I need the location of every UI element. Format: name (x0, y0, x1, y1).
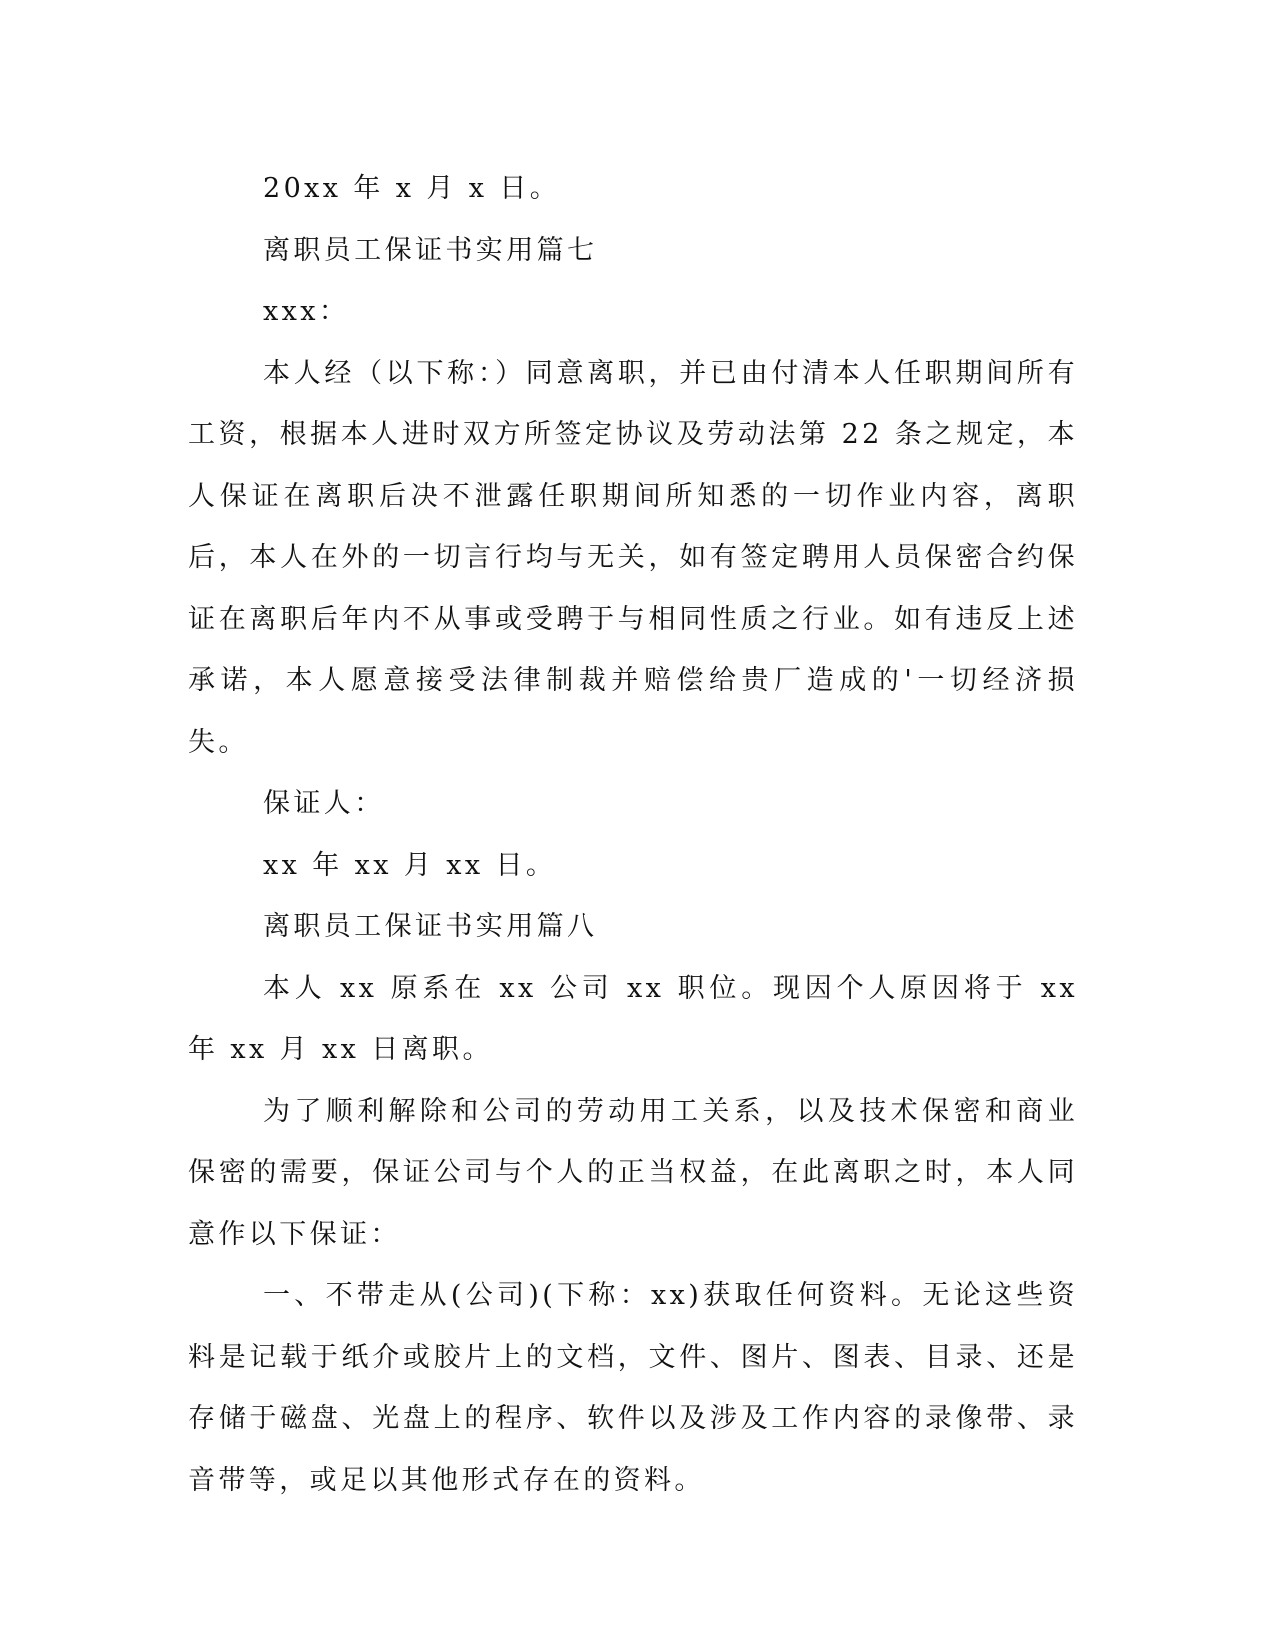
date-line: 20xx 年 x 月 x 日。 (263, 173, 561, 204)
section-heading-8: 离职员工保证书实用篇八 (263, 911, 598, 942)
purpose-paragraph: 为了顺利解除和公司的劳动用工关系，以及技术保密和商业保密的需要，保证公司与个人的正当权益，在此离职之时，本人同意作以下保证： (188, 1095, 1078, 1250)
guarantor-line: 保证人： (263, 788, 385, 819)
salutation: xxx： (263, 296, 350, 327)
intro-paragraph-8: 本人 xx 原系在 xx 公司 xx 职位。现因个人原因将于 xx 年 xx 月 xx 日离职。 (188, 972, 1078, 1065)
clause-one-paragraph: 一、不带走从(公司)(下称：xx)获取任何资料。无论这些资料是记载于纸介或胶片上的文档，文件、图片、图表、目录、还是存储于磁盘、光盘上的程序、软件以及涉及工作内容的录像带、录音带等，或足以其他形式存在的资料。 (188, 1280, 1078, 1496)
pledge-paragraph-7: 本人经（以下称：）同意离职，并已由付清本人任职期间所有工资，根据本人进时双方所签定协议及劳动法第 22 条之规定，本人保证在离职后决不泄露任职期间所知悉的一切作业内容，离职后，本人在外的一切言行均与无关，如有签定聘用人员保密合约保证在离职后年内不从事或受聘于与相同性质之行业。如有违反上述承诺，本人愿意接受法律制裁并赔偿给贵厂造成的'一切经济损失。 (188, 357, 1078, 758)
section-heading-7: 离职员工保证书实用篇七 (263, 234, 598, 266)
document-body (188, 158, 1078, 1511)
signature-date-line: xx 年 xx 月 xx 日。 (263, 849, 557, 881)
